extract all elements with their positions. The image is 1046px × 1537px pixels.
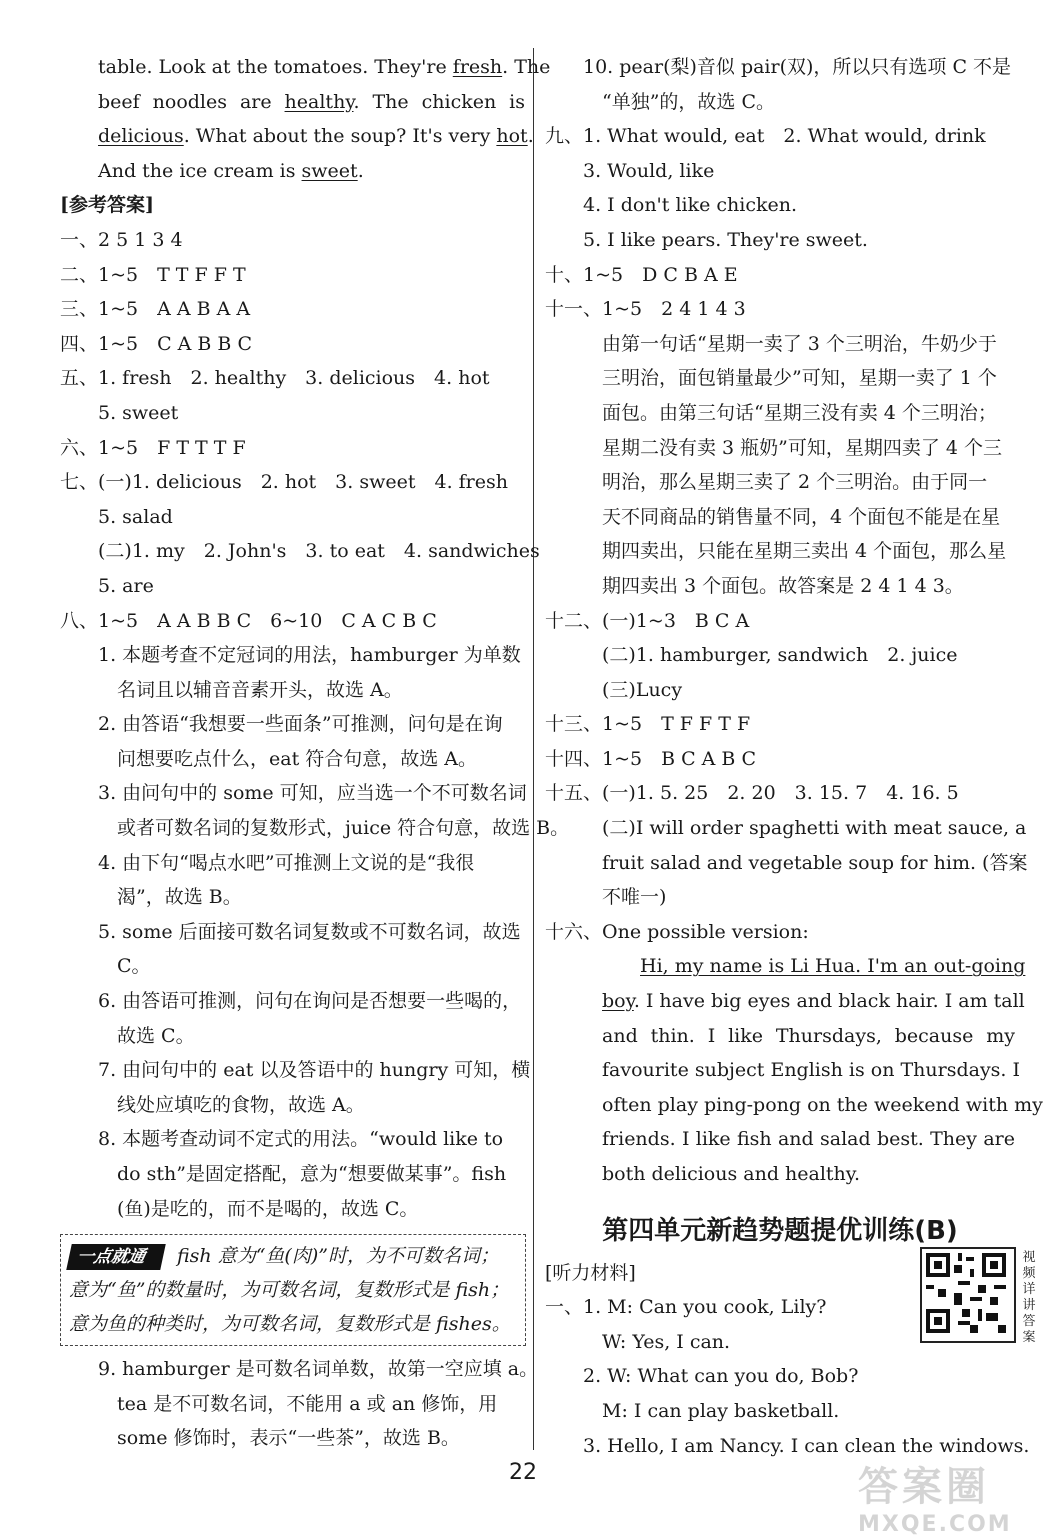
answer-line: 十、1~5 D C B A E [545, 263, 738, 286]
explanation-line: 9. hamburger 是可数名词单数，故第一空应填 a。 [98, 1358, 539, 1381]
passage-line: table. Look at the tomatoes. They're fresh. The [98, 56, 551, 78]
column-divider [533, 48, 534, 1450]
answer-line: 5. are [98, 574, 154, 597]
tip-tag: 一点就通 [66, 1244, 166, 1270]
answer-line: 十三、1~5 T F F T F [545, 713, 751, 736]
left-column [60, 50, 570, 1456]
page-number: 22 [509, 1460, 537, 1485]
explanation-line: 期四卖出，只能在星期三卖出 4 个面包，那么星 [602, 540, 1007, 563]
answer-line: 十一、1~5 2 4 1 4 3 [545, 298, 746, 321]
explanation-line: 6. 由答语可推测，问句在询问是否想要一些喝的， [98, 990, 522, 1013]
answer-word: sweet [301, 159, 358, 182]
answer-line: 十四、1~5 B C A B C [545, 747, 756, 770]
answer-line: 十五、(一)1. 5. 25 2. 20 3. 15. 7 4. 16. 5 [545, 782, 959, 805]
explanation-line: do sth”是固定搭配，意为“想要做某事”。fish [117, 1163, 507, 1185]
listening-line: 2. W: What can you do, Bob? [583, 1365, 859, 1388]
explanation-line: some 修饰时，表示“一些茶”，故选 B。 [117, 1427, 460, 1450]
ref-answer-label: [参考答案] [60, 194, 154, 217]
essay-line: friends. I like fish and salad best. They are [602, 1128, 1015, 1151]
answer-line: 5. salad [98, 505, 173, 528]
answer-line: (二)1. my 2. John's 3. to eat 4. sandwiches [98, 540, 540, 563]
passage-line: And the ice cream is sweet. [98, 159, 364, 182]
listening-line: 一、1. M: Can you cook, Lily? [545, 1296, 827, 1319]
explanation-line: 渴”，故选 B。 [117, 886, 242, 909]
explanation-line: C。 [117, 955, 151, 978]
explanation-line: 3. 由问句中的 some 可知，应当选一个不可数名词 [98, 782, 527, 805]
watermark-logo: 答案圈 MXQE.COM [858, 1464, 1012, 1537]
answer-line: (三)Lucy [602, 678, 683, 701]
answer-line: 不唯一) [602, 886, 667, 909]
listening-line: W: Yes, I can. [602, 1330, 731, 1353]
qr-code-icon[interactable] [920, 1247, 1016, 1343]
explanation-line: 面包。由第三句话“星期三没有卖 4 个三明治； [602, 401, 997, 424]
explanation-line: 由第一句话“星期一卖了 3 个三明治，牛奶少于 [602, 332, 997, 355]
explanation-line: 8. 本题考查动词不定式的用法。“would like to [98, 1128, 504, 1151]
explanation-line: 名词且以辅音音素开头，故选 A。 [117, 678, 403, 701]
explanation-line: (鱼)是吃的，而不是喝的，故选 C。 [117, 1197, 419, 1220]
listening-line: M: I can play basketball. [602, 1399, 840, 1422]
answer-line: (二)1. hamburger, sandwich 2. juice [602, 644, 958, 667]
explanation-line: 三明治，面包销量最少”可知，星期一卖了 1 个 [602, 367, 997, 390]
answer-line: 5. I like pears. They're sweet. [583, 228, 868, 251]
listening-line: 3. Hello, I am Nancy. I can clean the windows. [583, 1434, 1030, 1457]
explanation-line: 5. some 后面接可数名词复数或不可数名词，故选 [98, 920, 521, 943]
answer-line: 三、1~5 A A B A A [60, 298, 251, 321]
answer-line: 二、1~5 T T F F T [60, 263, 246, 286]
explanation-line: 2. 由答语“我想要一些面条”可推测，问句是在询 [98, 713, 503, 736]
explanation-line: 7. 由问句中的 eat 以及答语中的 hungry 可知，横 [98, 1059, 531, 1082]
qr-label: 视频详讲答案 [1022, 1250, 1036, 1345]
explanation-line: 1. 本题考查不定冠词的用法，hamburger 为单数 [98, 644, 521, 667]
explanation-line: 天不同商品的销售量不同，4 个面包不能是在星 [602, 505, 1001, 528]
explanation-line: 问想要吃点什么，eat 符合句意，故选 A。 [117, 747, 478, 770]
answer-line: 十二、(一)1~3 B C A [545, 609, 750, 632]
answer-line: fruit salad and vegetable soup for him. (答案 [602, 851, 1028, 874]
essay-line: and thin. I like Thursdays, because my [602, 1024, 1015, 1047]
answer-line: 一、2 5 1 3 4 [60, 228, 183, 251]
passage-line: beef noodles are healthy. The chicken is [98, 90, 525, 113]
answer-word: delicious [98, 125, 184, 148]
explanation-line: 明治，那么星期三卖了 2 个三明治。由于同一 [602, 471, 988, 494]
answer-line: 四、1~5 C A B B C [60, 332, 252, 355]
tip-line: 意为“鱼”的数量时，为可数名词，复数形式是 fish； [69, 1279, 510, 1302]
essay-line: Hi, my name is Li Hua. I'm an out-going [640, 955, 1026, 978]
section-title: 第四单元新趋势题提优训练(B) [602, 1215, 958, 1246]
passage-block [60, 50, 551, 188]
explanation-line: 故选 C。 [117, 1024, 195, 1047]
essay-line: often play ping-pong on the weekend with my [602, 1093, 1043, 1116]
answer-word: fresh [452, 56, 503, 78]
explanation-line: 期四卖出 3 个面包。故答案是 2 4 1 4 3。 [602, 574, 964, 597]
answer-line: 5. sweet [98, 401, 179, 424]
explanation-line: 星期二没有卖 3 瓶奶”可知，星期四卖了 4 个三 [602, 436, 1003, 459]
answer-line: 五、1. fresh 2. healthy 3. delicious 4. hot [60, 367, 490, 390]
answer-word: healthy [284, 90, 354, 113]
tip-box [60, 1234, 526, 1346]
explanation-line: 线处应填吃的食物，故选 A。 [117, 1093, 365, 1116]
answer-line: 六、1~5 F T T T F [60, 436, 246, 459]
answer-line: 九、1. What would, eat 2. What would, drink [545, 125, 986, 148]
explanation-line: 或者可数名词的复数形式，juice 符合句意，故选 B。 [117, 817, 570, 840]
tip-line: 一点就通 fish 意为“鱼(肉)”时，为不可数名词； [69, 1239, 517, 1273]
answer-line: (二)I will order spaghetti with meat sauce, a [602, 817, 1027, 840]
essay-line: both delicious and healthy. [602, 1163, 861, 1185]
passage-line: delicious. What about the soup? It's very hot. [98, 125, 534, 148]
tip-line: 意为鱼的种类时，为可数名词，复数形式是 fishes。 [69, 1313, 511, 1336]
explanation-line: 10. pear(梨)音似 pair(双)，所以只有选项 C 不是 [583, 56, 1012, 78]
answer-word: hot [496, 125, 528, 148]
essay-line: boy. I have big eyes and black hair. I am tall [602, 990, 1025, 1013]
essay-line: favourite subject English is on Thursdays. I [602, 1059, 1021, 1082]
answer-line: 八、1~5 A A B B C 6~10 C A C B C [60, 609, 437, 632]
answer-line: 七、(一)1. delicious 2. hot 3. sweet 4. fresh [60, 471, 508, 494]
listening-label: [听力材料] [545, 1261, 636, 1284]
explanation-line: tea 是不可数名词，不能用 a 或 an 修饰，用 [117, 1392, 498, 1415]
answer-line: 3. Would, like [583, 159, 715, 182]
answer-line: 十六、One possible version: [545, 920, 809, 943]
answer-line: 4. I don't like chicken. [583, 194, 798, 217]
explanation-line: 4. 由下句“喝点水吧”可推测上文说的是“我很 [98, 851, 475, 874]
explanation-line: “单独”的，故选 C。 [602, 90, 776, 113]
